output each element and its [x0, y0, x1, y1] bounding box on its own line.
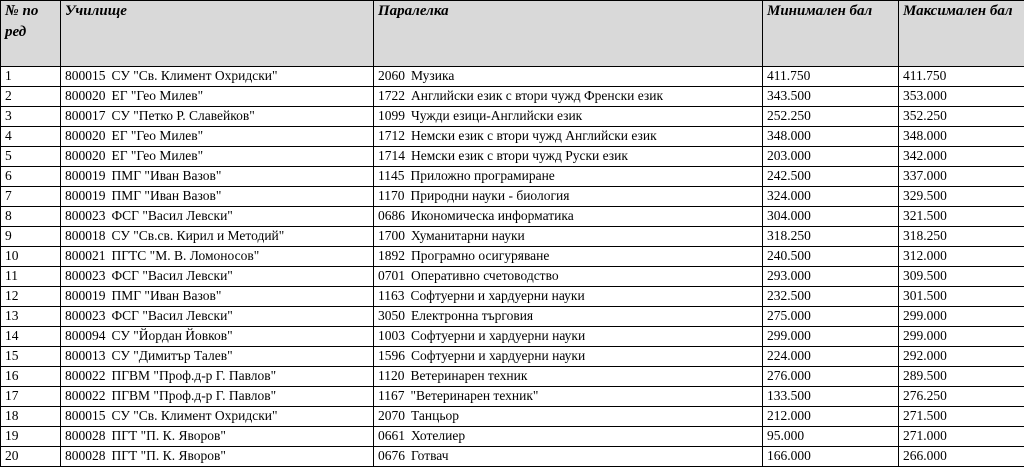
row-number: 16: [1, 367, 61, 387]
school-code: 800021: [65, 247, 106, 265]
max-score: 352.250: [899, 107, 1024, 127]
header-school: Училище: [61, 1, 374, 67]
class-code: 2070: [378, 407, 405, 425]
school-code: 800022: [65, 387, 106, 405]
min-score: 324.000: [763, 187, 899, 207]
table-row: [1, 427, 1024, 447]
class-cell: [374, 327, 763, 347]
school-name: ЕГ "Гео Милев": [112, 128, 204, 143]
row-number: 2: [1, 87, 61, 107]
header-row: [1, 1, 1024, 67]
school-name: ПГВМ "Проф.д-р Г. Павлов": [112, 368, 277, 383]
school-name: СУ "Св. Климент Охридски": [112, 408, 278, 423]
class-code: 1170: [378, 187, 405, 205]
class-cell: [374, 347, 763, 367]
school-cell: [61, 427, 374, 447]
min-score: 212.000: [763, 407, 899, 427]
class-name: Немски език с втори чужд Английски език: [411, 128, 657, 143]
school-cell: [61, 447, 374, 467]
min-score: 252.250: [763, 107, 899, 127]
class-code: 1892: [378, 247, 405, 265]
class-cell: [374, 207, 763, 227]
table-row: [1, 167, 1024, 187]
max-score: 318.250: [899, 227, 1024, 247]
row-number: 17: [1, 387, 61, 407]
table-row: [1, 247, 1024, 267]
class-name: Природни науки - биология: [411, 188, 570, 203]
class-name: "Ветеринарен техник": [411, 388, 539, 403]
class-name: Хотелиер: [411, 428, 465, 443]
class-code: 1099: [378, 107, 405, 125]
school-cell: [61, 327, 374, 347]
table-row: [1, 367, 1024, 387]
class-name: Софтуерни и хардуерни науки: [411, 328, 585, 343]
school-name: СУ "Св.св. Кирил и Методий": [112, 228, 285, 243]
min-score: 224.000: [763, 347, 899, 367]
table-row: [1, 147, 1024, 167]
school-cell: [61, 127, 374, 147]
class-cell: [374, 127, 763, 147]
class-code: 1712: [378, 127, 405, 145]
row-number: 19: [1, 427, 61, 447]
class-code: 1120: [378, 367, 405, 385]
table-row: [1, 67, 1024, 87]
school-cell: [61, 187, 374, 207]
max-score: 321.500: [899, 207, 1024, 227]
max-score: 329.500: [899, 187, 1024, 207]
max-score: 271.000: [899, 427, 1024, 447]
table-row: [1, 287, 1024, 307]
min-score: 275.000: [763, 307, 899, 327]
table-row: [1, 347, 1024, 367]
school-code: 800023: [65, 207, 106, 225]
min-score: 242.500: [763, 167, 899, 187]
school-name: СУ "Петко Р. Славейков": [112, 108, 255, 123]
min-score: 411.750: [763, 67, 899, 87]
row-number: 7: [1, 187, 61, 207]
table-row: [1, 267, 1024, 287]
row-number: 12: [1, 287, 61, 307]
max-score: 289.500: [899, 367, 1024, 387]
school-cell: [61, 147, 374, 167]
school-code: 800020: [65, 87, 106, 105]
class-cell: [374, 367, 763, 387]
class-code: 1145: [378, 167, 405, 185]
row-number: 11: [1, 267, 61, 287]
row-number: 9: [1, 227, 61, 247]
max-score: 299.000: [899, 307, 1024, 327]
table-row: [1, 307, 1024, 327]
max-score: 342.000: [899, 147, 1024, 167]
class-code: 1714: [378, 147, 405, 165]
max-score: 353.000: [899, 87, 1024, 107]
class-code: 0661: [378, 427, 405, 445]
max-score: 337.000: [899, 167, 1024, 187]
row-number: 10: [1, 247, 61, 267]
row-number: 8: [1, 207, 61, 227]
class-cell: [374, 307, 763, 327]
table-row: [1, 407, 1024, 427]
max-score: 309.500: [899, 267, 1024, 287]
table-row: [1, 87, 1024, 107]
table-row: [1, 327, 1024, 347]
school-code: 800018: [65, 227, 106, 245]
row-number: 18: [1, 407, 61, 427]
class-cell: [374, 107, 763, 127]
class-code: 2060: [378, 67, 405, 85]
min-score: 348.000: [763, 127, 899, 147]
table-row: [1, 387, 1024, 407]
min-score: 166.000: [763, 447, 899, 467]
row-number: 15: [1, 347, 61, 367]
school-code: 800019: [65, 287, 106, 305]
class-cell: [374, 147, 763, 167]
class-code: 0701: [378, 267, 405, 285]
class-name: Софтуерни и хардуерни науки: [411, 288, 585, 303]
class-cell: [374, 247, 763, 267]
class-name: Оперативно счетоводство: [411, 268, 559, 283]
school-cell: [61, 407, 374, 427]
school-name: ПМГ "Иван Вазов": [112, 168, 222, 183]
school-name: ПГТ "П. К. Яворов": [112, 428, 226, 443]
school-name: ФСГ "Васил Левски": [112, 308, 233, 323]
class-cell: [374, 287, 763, 307]
class-cell: [374, 407, 763, 427]
table-row: [1, 207, 1024, 227]
school-name: ПГТ "П. К. Яворов": [112, 448, 226, 463]
class-code: 3050: [378, 307, 405, 325]
table-row: [1, 447, 1024, 467]
school-cell: [61, 347, 374, 367]
row-number: 5: [1, 147, 61, 167]
class-code: 1700: [378, 227, 405, 245]
class-name: Софтуерни и хардуерни науки: [411, 348, 585, 363]
class-cell: [374, 427, 763, 447]
school-cell: [61, 227, 374, 247]
class-name: Чужди езици-Английски език: [411, 108, 582, 123]
school-code: 800020: [65, 127, 106, 145]
school-code: 800023: [65, 307, 106, 325]
table-row: [1, 227, 1024, 247]
school-name: СУ "Йордан Йовков": [112, 328, 233, 343]
min-score: 232.500: [763, 287, 899, 307]
table-row: [1, 127, 1024, 147]
class-cell: [374, 67, 763, 87]
min-score: 318.250: [763, 227, 899, 247]
header-max-score: Максимален бал: [899, 1, 1024, 67]
school-code: 800023: [65, 267, 106, 285]
school-cell: [61, 107, 374, 127]
school-code: 800028: [65, 447, 106, 465]
class-cell: [374, 227, 763, 247]
school-name: СУ "Димитър Талев": [112, 348, 233, 363]
school-code: 800020: [65, 147, 106, 165]
max-score: 276.250: [899, 387, 1024, 407]
school-name: ЕГ "Гео Милев": [112, 88, 204, 103]
school-code: 800028: [65, 427, 106, 445]
school-code: 800015: [65, 67, 106, 85]
class-name: Програмно осигуряване: [411, 248, 549, 263]
class-code: 0676: [378, 447, 405, 465]
school-name: ПМГ "Иван Вазов": [112, 288, 222, 303]
table-row: [1, 107, 1024, 127]
max-score: 292.000: [899, 347, 1024, 367]
min-score: 95.000: [763, 427, 899, 447]
row-number: 13: [1, 307, 61, 327]
min-score: 293.000: [763, 267, 899, 287]
class-code: 1163: [378, 287, 405, 305]
header-min-score: Минимален бал: [763, 1, 899, 67]
header-no: № по ред: [1, 1, 61, 67]
class-code: 1722: [378, 87, 405, 105]
max-score: 301.500: [899, 287, 1024, 307]
class-name: Електронна търговия: [411, 308, 533, 323]
row-number: 1: [1, 67, 61, 87]
school-name: СУ "Св. Климент Охридски": [112, 68, 278, 83]
school-code: 800094: [65, 327, 106, 345]
class-cell: [374, 87, 763, 107]
min-score: 304.000: [763, 207, 899, 227]
class-name: Музика: [411, 68, 454, 83]
class-name: Готвач: [411, 448, 449, 463]
max-score: 411.750: [899, 67, 1024, 87]
class-name: Икономическа информатика: [411, 208, 574, 223]
max-score: 271.500: [899, 407, 1024, 427]
school-cell: [61, 167, 374, 187]
school-code: 800017: [65, 107, 106, 125]
school-code: 800022: [65, 367, 106, 385]
row-number: 3: [1, 107, 61, 127]
school-name: ПГВМ "Проф.д-р Г. Павлов": [112, 388, 277, 403]
max-score: 348.000: [899, 127, 1024, 147]
class-code: 1167: [378, 387, 405, 405]
min-score: 240.500: [763, 247, 899, 267]
max-score: 266.000: [899, 447, 1024, 467]
school-cell: [61, 367, 374, 387]
school-cell: [61, 247, 374, 267]
school-cell: [61, 207, 374, 227]
row-number: 20: [1, 447, 61, 467]
min-score: 299.000: [763, 327, 899, 347]
class-cell: [374, 267, 763, 287]
row-number: 14: [1, 327, 61, 347]
class-name: Приложно програмиране: [411, 168, 555, 183]
school-code: 800013: [65, 347, 106, 365]
class-name: Хуманитарни науки: [411, 228, 525, 243]
class-code: 1596: [378, 347, 405, 365]
min-score: 133.500: [763, 387, 899, 407]
max-score: 312.000: [899, 247, 1024, 267]
class-name: Танцьор: [411, 408, 459, 423]
min-score: 343.500: [763, 87, 899, 107]
school-code: 800015: [65, 407, 106, 425]
table-row: [1, 187, 1024, 207]
class-cell: [374, 167, 763, 187]
school-code: 800019: [65, 187, 106, 205]
class-cell: [374, 447, 763, 467]
school-cell: [61, 267, 374, 287]
school-code: 800019: [65, 167, 106, 185]
min-score: 276.000: [763, 367, 899, 387]
school-cell: [61, 287, 374, 307]
school-cell: [61, 307, 374, 327]
school-name: ЕГ "Гео Милев": [112, 148, 204, 163]
class-name: Немски език с втори чужд Руски език: [411, 148, 628, 163]
min-score: 203.000: [763, 147, 899, 167]
header-class: Паралелка: [374, 1, 763, 67]
school-cell: [61, 67, 374, 87]
school-name: ПМГ "Иван Вазов": [112, 188, 222, 203]
row-number: 4: [1, 127, 61, 147]
school-cell: [61, 387, 374, 407]
class-cell: [374, 187, 763, 207]
class-code: 1003: [378, 327, 405, 345]
class-name: Ветеринарен техник: [411, 368, 528, 383]
row-number: 6: [1, 167, 61, 187]
class-name: Английски език с втори чужд Френски език: [411, 88, 663, 103]
class-code: 0686: [378, 207, 405, 225]
school-cell: [61, 87, 374, 107]
school-name: ФСГ "Васил Левски": [112, 208, 233, 223]
school-name: ПГТС "М. В. Ломоносов": [112, 248, 260, 263]
max-score: 299.000: [899, 327, 1024, 347]
class-cell: [374, 387, 763, 407]
school-name: ФСГ "Васил Левски": [112, 268, 233, 283]
